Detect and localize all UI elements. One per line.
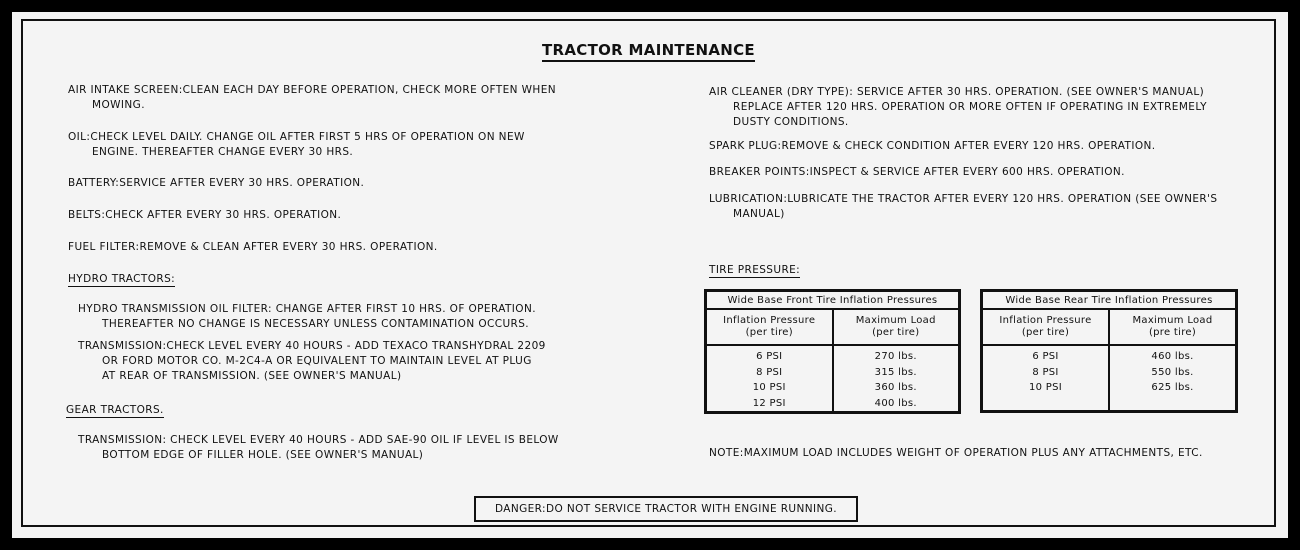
rear-col-load-header: Maximum Load (pre tire) xyxy=(1109,309,1237,345)
rear-load-cell: 460 lbs. 550 lbs. 625 lbs. xyxy=(1109,345,1237,412)
fuel-filter-instruction: FUEL FILTER:REMOVE & CLEAN AFTER EVERY 30 HRS. OPERATION. xyxy=(68,241,438,253)
maintenance-decal xyxy=(12,12,1288,538)
hydro-transmission-instruction: TRANSMISSION:CHECK LEVEL EVERY 40 HOURS - ADD TEXACO TRANSHYDRAL 2209 OR FORD MOTOR CO. M-2C4-A OR EQUIVALENT TO MAINTAIN LEVEL AT PLUG AT REAR OF TRANSMISSION. (SEE OWNER'S MANUAL) xyxy=(78,340,546,382)
tire-pressure-heading: TIRE PRESSURE: xyxy=(709,264,801,276)
gear-transmission-instruction: TRANSMISSION: CHECK LEVEL EVERY 40 HOURS - ADD SAE-90 OIL IF LEVEL IS BELOW BOTTOM EDGE OF FILLER HOLE. (SEE OWNER'S MANUAL) xyxy=(78,434,559,461)
oil-instruction: OIL:CHECK LEVEL DAILY. CHANGE OIL AFTER FIRST 5 HRS OF OPERATION ON NEW ENGINE. THEREAFTER CHANGE EVERY 30 HRS. xyxy=(68,131,525,158)
battery-instruction: BATTERY:SERVICE AFTER EVERY 30 HRS. OPERATION. xyxy=(68,177,365,189)
front-load-cell: 270 lbs. 315 lbs. 360 lbs. 400 lbs. xyxy=(833,345,960,413)
front-tire-table xyxy=(704,289,961,414)
page-title: TRACTOR MAINTENANCE xyxy=(23,41,1274,59)
front-pressure-cell: 6 PSI 8 PSI 10 PSI 12 PSI xyxy=(706,345,833,413)
belts-instruction: BELTS:CHECK AFTER EVERY 30 HRS. OPERATION. xyxy=(68,209,342,221)
rear-tire-table xyxy=(980,289,1238,413)
gear-tractors-heading: GEAR TRACTORS. xyxy=(66,404,164,416)
air-intake-instruction: AIR INTAKE SCREEN:CLEAN EACH DAY BEFORE OPERATION, CHECK MORE OFTEN WHEN MOWING. xyxy=(68,84,556,111)
breaker-points-instruction: BREAKER POINTS:INSPECT & SERVICE AFTER EVERY 600 HRS. OPERATION. xyxy=(709,166,1125,178)
front-table-caption: Wide Base Front Tire Inflation Pressures xyxy=(706,291,960,310)
front-col-pressure-header: Inflation Pressure (per tire) xyxy=(706,309,833,345)
hydro-tractors-heading: HYDRO TRACTORS: xyxy=(68,273,176,285)
danger-warning-box: DANGER:DO NOT SERVICE TRACTOR WITH ENGINE RUNNING. xyxy=(474,496,858,522)
rear-col-pressure-header: Inflation Pressure (per tire) xyxy=(982,309,1110,345)
air-cleaner-instruction: AIR CLEANER (DRY TYPE): SERVICE AFTER 30 HRS. OPERATION. (SEE OWNER'S MANUAL) REPLACE AFTER 120 HRS. OPERATION OR MORE OFTEN IF OPERATING IN EXTREMELY DUSTY CONDITIONS. xyxy=(709,86,1207,128)
front-col-load-header: Maximum Load (per tire) xyxy=(833,309,960,345)
decal-border xyxy=(21,19,1276,527)
spark-plug-instruction: SPARK PLUG:REMOVE & CHECK CONDITION AFTER EVERY 120 HRS. OPERATION. xyxy=(709,140,1156,152)
lubrication-instruction: LUBRICATION:LUBRICATE THE TRACTOR AFTER EVERY 120 HRS. OPERATION (SEE OWNER'S MANUAL) xyxy=(709,193,1218,220)
hydro-filter-instruction: HYDRO TRANSMISSION OIL FILTER: CHANGE AFTER FIRST 10 HRS. OF OPERATION. THEREAFTER NO CHANGE IS NECESSARY UNLESS CONTAMINATION OCCURS. xyxy=(78,303,536,330)
rear-table-caption: Wide Base Rear Tire Inflation Pressures xyxy=(982,291,1237,310)
rear-pressure-cell: 6 PSI 8 PSI 10 PSI xyxy=(982,345,1110,412)
max-load-note: NOTE:MAXIMUM LOAD INCLUDES WEIGHT OF OPERATION PLUS ANY ATTACHMENTS, ETC. xyxy=(709,447,1203,459)
